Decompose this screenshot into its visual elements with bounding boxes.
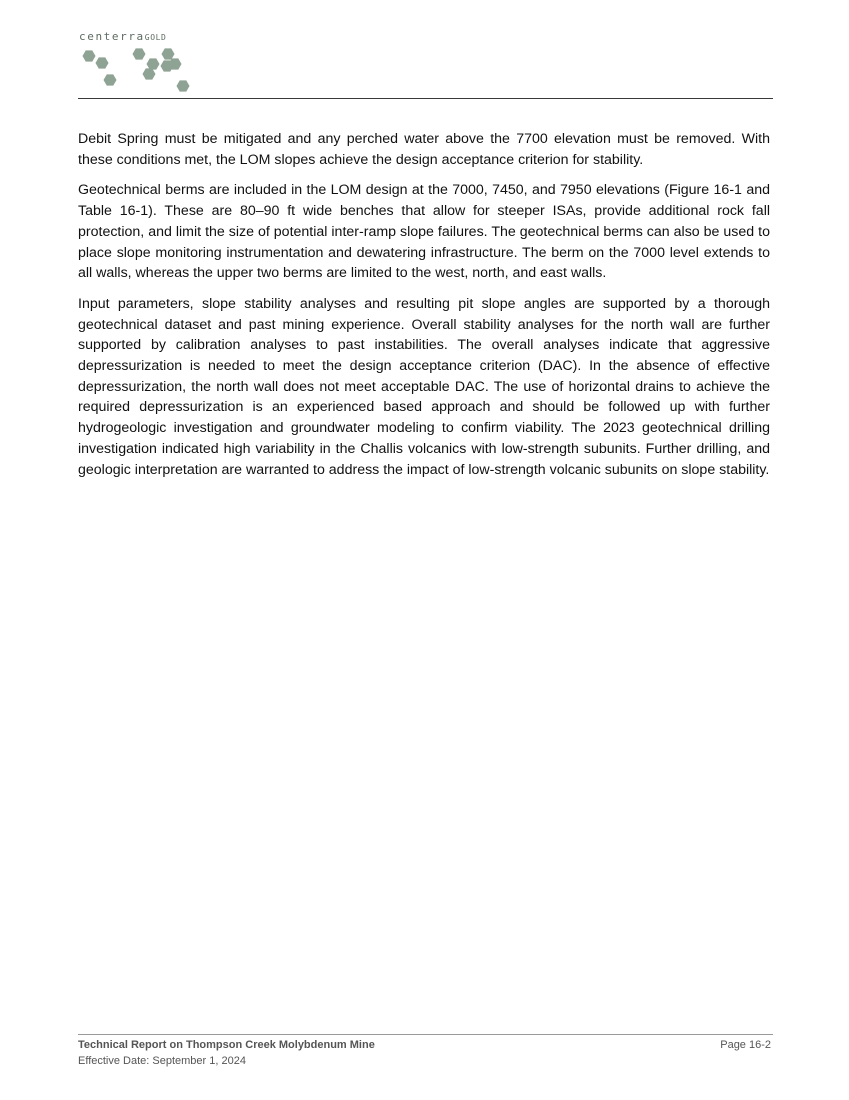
logo-brand-text: centerra [79, 30, 145, 43]
logo-hexagons-icon [79, 44, 199, 96]
footer-page-number: Page 16-2 [720, 1039, 771, 1051]
body-paragraph: Geotechnical berms are included in the LOM design at the 7000, 7450, and 7950 elevations (Figure 16-1 and Table 16-1). These are 80–90 ft wide benches that allow for steeper ISAs, provide additional rock fall protection, and limit the size of potential inter-ramp slope failures. The geotechnical berms can also be used to place slope monitoring instrumentation and dewatering infrastructure. The berm on the 7000 level extends to all walls, whereas the upper two berms are limited to the west, north, and east walls. [78, 182, 770, 282]
footer-divider [78, 1034, 773, 1035]
logo-hexagon [162, 48, 175, 59]
header-divider [78, 98, 773, 99]
logo-wordmark [79, 30, 166, 44]
logo-hexagon [96, 57, 109, 68]
logo-hexagon [104, 74, 117, 85]
logo-hexagon [147, 58, 160, 69]
logo-hexagon [143, 68, 156, 79]
logo-hexagon [83, 50, 96, 61]
body-paragraph: Input parameters, slope stability analyses and resulting pit slope angles are supported by a thorough geotechnical dataset and past mining experience. Overall stability analyses for the north wall are further supported by calibration analyses to past instabilities. The overall analyses indicate that aggressive depressurization is needed to meet the design acceptance criterion (DAC). In the absence of effective depressurization, the north wall does not meet acceptable DAC. The use of horizontal drains to achieve the required depressurization is an experienced based approach and should be followed up with further hydrogeologic investigation and groundwater modeling to confirm viability. The 2023 geotechnical drilling investigation indicated high variability in the Challis volcanics with low-strength subunits. Further drilling, and geologic interpretation are warranted to address the impact of low-strength volcanic subunits on slope stability. [78, 295, 770, 478]
company-logo [79, 30, 219, 96]
footer-report-title: Technical Report on Thompson Creek Molybdenum Mine [78, 1039, 375, 1051]
logo-suffix-text: GOLD [144, 33, 167, 42]
document-body [78, 129, 770, 490]
logo-hexagon [133, 48, 146, 59]
body-paragraph: Debit Spring must be mitigated and any perched water above the 7700 elevation must be removed. With these conditions met, the LOM slopes achieve the design acceptance criterion for stability. [78, 131, 770, 168]
footer-effective-date: Effective Date: September 1, 2024 [78, 1055, 246, 1067]
logo-hexagon [177, 80, 190, 91]
